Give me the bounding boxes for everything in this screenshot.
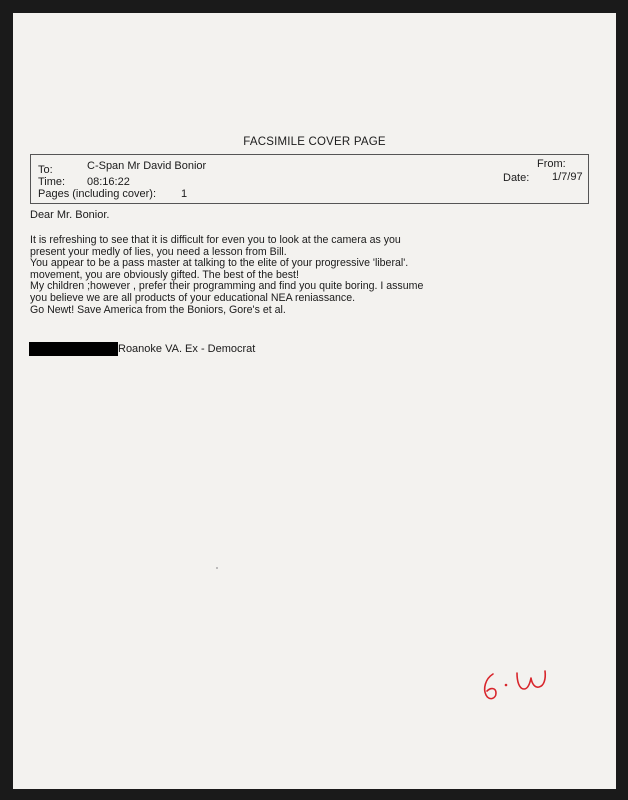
- fax-header-box: [30, 154, 589, 204]
- from-label: From:: [537, 158, 566, 170]
- handwritten-initials: [475, 665, 555, 705]
- pages-value: 1: [181, 188, 188, 200]
- handwritten-w: [517, 671, 545, 689]
- handwritten-dot: [505, 684, 508, 687]
- body-line: My children ;however , prefer their programming and find you quite boring. I assume: [30, 280, 424, 293]
- to-value: C-Span Mr David Bonior: [87, 160, 207, 172]
- body-line: you believe we are all products of your educational NEA reniassance.: [30, 291, 356, 304]
- fax-page: [13, 13, 616, 789]
- body-line: It is refreshing to see that it is difficult for even you to look at the camera as you: [30, 234, 401, 246]
- to-label: To:: [38, 164, 53, 176]
- date-value: 1/7/97: [552, 171, 583, 183]
- paper-speck: [216, 567, 218, 569]
- time-label: Time:: [38, 176, 66, 188]
- body-line: present your medly of lies, you need a lesson from Bill.: [30, 245, 287, 258]
- letter-body: [30, 235, 590, 316]
- body-line: You appear to be a pass master at talking to the elite of your progressive 'liberal'.: [30, 257, 409, 270]
- salutation: Dear Mr. Bonior.: [30, 209, 110, 221]
- handwritten-six: [485, 674, 496, 699]
- page-title: FACSIMILE COVER PAGE: [243, 136, 386, 148]
- date-label: Date:: [503, 172, 530, 184]
- body-line: Go Newt! Save America from the Boniors, Gore's et al.: [30, 303, 286, 316]
- body-line: movement, you are obviously gifted. The best of the best!: [30, 268, 299, 281]
- time-value: 08:16:22: [87, 176, 130, 188]
- redaction-bar: [29, 342, 118, 356]
- pages-label: Pages (including cover):: [38, 188, 157, 200]
- signature-line: [29, 342, 255, 356]
- signature-text: Roanoke VA. Ex - Democrat: [118, 343, 256, 355]
